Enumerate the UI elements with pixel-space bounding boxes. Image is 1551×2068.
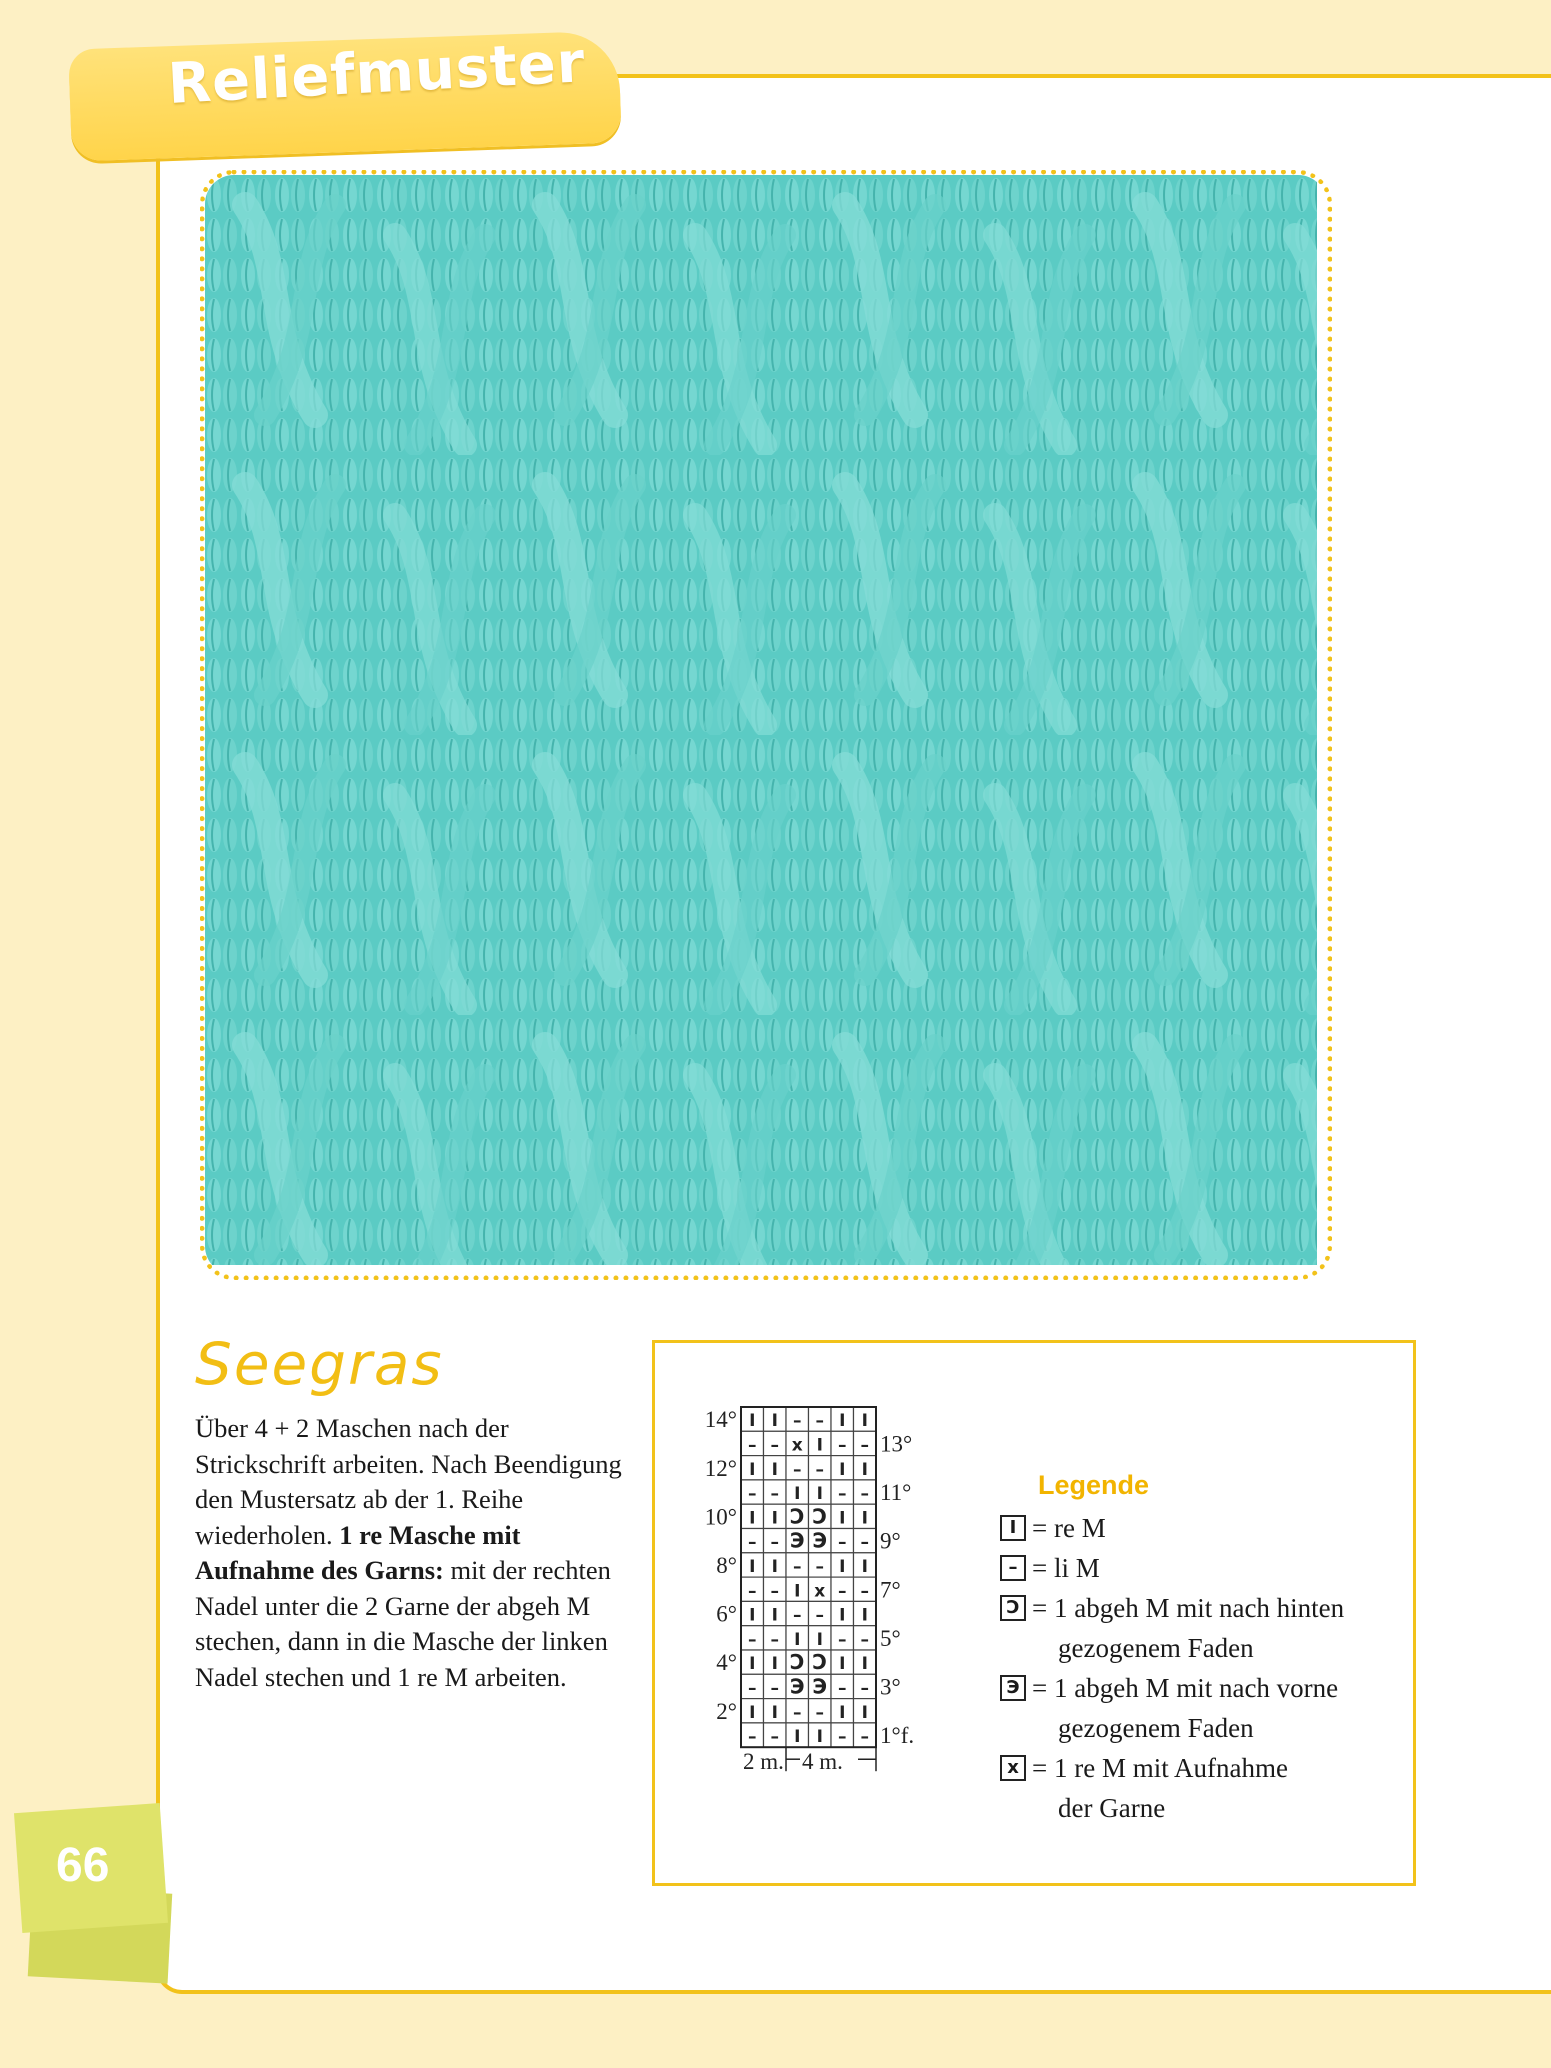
chart-symbol: – <box>838 1581 847 1602</box>
instructions-text-2: mit der rechten Nadel unter die 2 Garne der abgeh M stechen, dann in die Masche der linken Nadel stechen und 1 re M arbeiten. <box>195 1555 611 1692</box>
chart-symbol: – <box>770 1484 779 1505</box>
chart-symbol: I <box>839 1654 846 1675</box>
chart-symbol: I <box>816 1435 823 1456</box>
section-title: Reliefmuster <box>166 30 587 117</box>
chart-symbol: – <box>838 1629 847 1650</box>
row-number-left: 4° <box>716 1650 737 1676</box>
chart-symbol: – <box>860 1629 869 1650</box>
slip-front-symbol-icon: Э <box>1000 1675 1026 1701</box>
chart-symbol: – <box>815 1459 824 1480</box>
repeat-label-2m: 2 m. <box>743 1749 784 1775</box>
pattern-title: Seegras <box>195 1330 444 1398</box>
row-number-left: 2° <box>716 1698 737 1724</box>
legend-item-pickup <box>1000 1748 1288 1788</box>
row-number-left: 8° <box>716 1552 737 1578</box>
row-number-left: 14° <box>704 1407 737 1433</box>
chart-symbol: I <box>839 1411 846 1432</box>
legend-title: Legende <box>1038 1470 1150 1500</box>
chart-symbol: I <box>749 1459 756 1480</box>
row-number-right: 5° <box>880 1625 901 1651</box>
legend-text-cont: gezogenem Faden <box>1058 1633 1254 1663</box>
chart-symbol: Ↄ <box>789 1504 805 1529</box>
row-number-right: 11° <box>880 1480 912 1506</box>
chart-symbol: I <box>794 1629 801 1650</box>
chart-symbol: I <box>816 1629 823 1650</box>
chart-symbol: – <box>860 1484 869 1505</box>
chart-symbol: I <box>839 1605 846 1626</box>
chart-symbol: – <box>793 1605 802 1626</box>
chart-symbol: Ↄ <box>812 1650 828 1675</box>
chart-symbol: – <box>748 1435 757 1456</box>
chart-symbol: Э <box>789 1528 805 1553</box>
chart-symbol: – <box>770 1678 779 1699</box>
chart-symbol: – <box>770 1435 779 1456</box>
chart-symbol: I <box>771 1508 778 1529</box>
row-number-right: 7° <box>880 1577 901 1603</box>
chart-symbol: I <box>839 1459 846 1480</box>
chart-symbol: – <box>748 1629 757 1650</box>
purl-symbol-icon: – <box>1000 1555 1026 1581</box>
chart-symbol: – <box>748 1678 757 1699</box>
chart-symbol: I <box>794 1581 801 1602</box>
chart-symbol: – <box>860 1581 869 1602</box>
knit-texture <box>205 175 1317 1265</box>
chart-symbol: – <box>770 1629 779 1650</box>
chart-symbol: – <box>838 1484 847 1505</box>
chart-symbol: – <box>793 1556 802 1577</box>
chart-symbol: I <box>771 1411 778 1432</box>
chart-symbol: I <box>771 1702 778 1723</box>
chart-symbol: I <box>749 1605 756 1626</box>
chart-symbol: I <box>861 1605 868 1626</box>
chart-symbol: – <box>748 1581 757 1602</box>
chart-symbol: – <box>793 1459 802 1480</box>
legend-item-back <box>1000 1588 1344 1628</box>
row-number-right: 3° <box>880 1674 901 1700</box>
legend-text: = re M <box>1032 1513 1106 1543</box>
chart-symbol: I <box>861 1508 868 1529</box>
chart-symbol: – <box>838 1727 847 1748</box>
legend-item-front <box>1000 1668 1338 1708</box>
chart-symbol: I <box>794 1484 801 1505</box>
chart-symbol: Э <box>789 1674 805 1699</box>
chart-symbol: I <box>794 1727 801 1748</box>
chart-symbol: I <box>749 1654 756 1675</box>
chart-symbol: – <box>860 1435 869 1456</box>
chart-symbol: – <box>838 1532 847 1553</box>
row-number-right: 9° <box>880 1528 901 1554</box>
chart-symbol: – <box>815 1605 824 1626</box>
chart-symbol: – <box>770 1581 779 1602</box>
chart-symbol: x <box>791 1435 803 1456</box>
chart-symbol: I <box>839 1702 846 1723</box>
chart-symbol: I <box>749 1702 756 1723</box>
legend-text-cont: der Garne <box>1058 1793 1166 1823</box>
chart-symbol: I <box>749 1508 756 1529</box>
chart-symbol: – <box>748 1532 757 1553</box>
chart-symbol: – <box>860 1727 869 1748</box>
chart-symbol: I <box>861 1556 868 1577</box>
chart-symbol: I <box>861 1654 868 1675</box>
chart-symbol: I <box>839 1556 846 1577</box>
instructions-bold: 1 re Masche mit Aufnahme des Garns: <box>195 1519 521 1585</box>
chart-symbol: – <box>838 1678 847 1699</box>
page-number: 66 <box>56 1839 110 1892</box>
knit-symbol-icon: I <box>1000 1515 1026 1541</box>
slip-back-symbol-icon: Ↄ <box>1000 1595 1026 1621</box>
legend-text: = 1 abgeh M mit nach hinten <box>1032 1593 1345 1623</box>
legend-text: = li M <box>1032 1553 1100 1583</box>
chart-symbol: Э <box>812 1674 828 1699</box>
chart-symbol: x <box>814 1581 826 1602</box>
knit-swatch-photo <box>200 170 1332 1280</box>
row-number-left: 6° <box>716 1601 737 1627</box>
chart-symbol: – <box>770 1727 779 1748</box>
chart-symbol: I <box>839 1508 846 1529</box>
legend-text: = 1 abgeh M mit nach vorne <box>1032 1673 1339 1703</box>
row-number-right: 1°f. <box>880 1723 915 1749</box>
chart-symbol: I <box>771 1459 778 1480</box>
chart-symbol: – <box>860 1532 869 1553</box>
chart-symbol: I <box>861 1411 868 1432</box>
legend-item-re <box>1000 1508 1106 1548</box>
chart-symbol: Ↄ <box>789 1650 805 1675</box>
row-number-right: 13° <box>880 1431 913 1457</box>
chart-symbol: I <box>861 1459 868 1480</box>
chart-symbol: I <box>771 1605 778 1626</box>
cross-symbol-icon: x <box>1000 1755 1026 1781</box>
legend-text: = 1 re M mit Aufnahme <box>1032 1753 1288 1783</box>
chart-symbol: I <box>771 1654 778 1675</box>
chart-symbol: – <box>793 1411 802 1432</box>
legend-item-li <box>1000 1548 1100 1588</box>
chart-symbol: – <box>748 1727 757 1748</box>
chart-symbol: – <box>793 1702 802 1723</box>
chart-symbol: Э <box>812 1528 828 1553</box>
row-number-left: 10° <box>704 1504 737 1530</box>
chart-symbol: I <box>749 1411 756 1432</box>
chart-symbol: – <box>838 1435 847 1456</box>
chart-symbol: – <box>770 1532 779 1553</box>
repeat-label-4m: 4 m. <box>802 1749 843 1775</box>
chart-symbol: – <box>815 1556 824 1577</box>
chart-symbol: – <box>815 1411 824 1432</box>
chart-symbol: I <box>861 1702 868 1723</box>
chart-symbol: – <box>748 1484 757 1505</box>
chart-symbol: – <box>860 1678 869 1699</box>
chart-symbol: I <box>816 1727 823 1748</box>
chart-symbol: Ↄ <box>812 1504 828 1529</box>
chart-symbol: I <box>749 1556 756 1577</box>
chart-symbol: I <box>816 1484 823 1505</box>
pattern-instructions <box>195 1411 625 1695</box>
legend-text-cont: gezogenem Faden <box>1058 1713 1254 1743</box>
instructions-text-1: Über 4 + 2 Maschen nach der Strickschrift arbeiten. Nach Beendigung den Mustersatz ab der 1. Reihe wiederholen. <box>195 1413 622 1550</box>
chart-symbol: I <box>771 1556 778 1577</box>
row-number-left: 12° <box>704 1455 737 1481</box>
chart-symbol: – <box>815 1702 824 1723</box>
